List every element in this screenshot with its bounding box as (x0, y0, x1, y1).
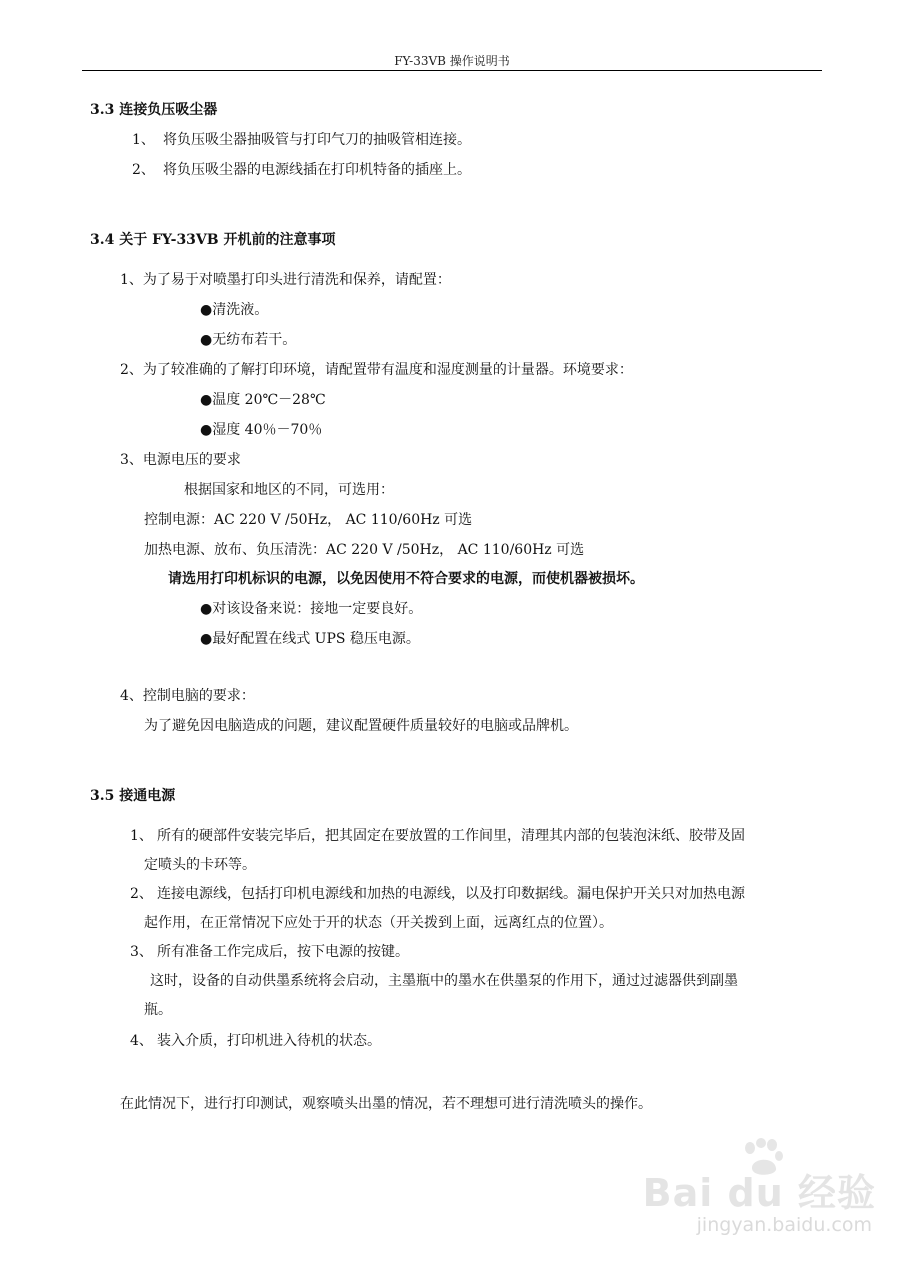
s34-item-2: 2、为了较准确的了解打印环境，请配置带有温度和湿度测量的计量器。环境要求： (120, 362, 633, 378)
s35-item-4-line-1: 装入介质，打印机进入待机的状态。 (157, 1033, 381, 1049)
s34-item-3-bullet-1: ●对该设备来说：接地一定要良好。 (200, 601, 423, 617)
s35-item-3-note-line-2: 瓶。 (144, 1002, 172, 1018)
s35-item-3-line-1: 所有准备工作完成后，按下电源的按键。 (157, 944, 409, 960)
s35-item-1-line-1: 所有的硬部件安装完毕后，把其固定在要放置的工作间里，清理其内部的包装泡沫纸、胶带及固 (157, 828, 745, 844)
s34-item-1-bullet-1: ●清洗液。 (200, 302, 269, 318)
page-header-title: FY-33VB 操作说明书 (394, 54, 510, 68)
s33-item-1-num: 1、 (132, 132, 155, 148)
s34-item-3-intro: 根据国家和地区的不同，可选用： (184, 482, 394, 498)
baidu-jingyan-watermark-logo: Bai du 经验 (642, 1171, 876, 1215)
s34-item-1: 1、为了易于对喷墨打印头进行清洗和保养，请配置： (120, 272, 451, 288)
s34-item-4: 4、控制电脑的要求： (120, 688, 255, 704)
s35-item-1-line-2: 定喷头的卡环等。 (144, 857, 256, 873)
section-3-4-heading: 3.4 关于 FY-33VB 开机前的注意事项 (90, 232, 336, 248)
watermark-url: jingyan.baidu.com (696, 1214, 872, 1236)
s35-item-3-num: 3、 (130, 944, 153, 960)
s34-item-1-bullet-2: ●无纺布若干。 (200, 332, 297, 348)
s34-item-3: 3、电源电压的要求 (120, 452, 241, 468)
s33-item-2-text: 将负压吸尘器的电源线插在打印机特备的插座上。 (163, 162, 471, 178)
header-rule (82, 70, 822, 71)
s35-item-3-note-line-1: 这时，设备的自动供墨系统将会启动，主墨瓶中的墨水在供墨泵的作用下，通过过滤器供到副墨 (150, 973, 738, 989)
s34-item-3-warning: 请选用打印机标识的电源，以免因使用不符合要求的电源，而使机器被损坏。 (168, 571, 644, 587)
s33-item-2-num: 2、 (132, 162, 155, 178)
s35-item-2-num: 2、 (130, 886, 153, 902)
s34-item-3-bullet-2: ●最好配置在线式 UPS 稳压电源。 (200, 631, 420, 647)
s35-item-2-line-1: 连接电源线，包括打印机电源线和加热的电源线，以及打印数据线。漏电保护开关只对加热电源 (157, 886, 745, 902)
s35-item-4-num: 4、 (130, 1033, 153, 1049)
s34-item-3-heating-power: 加热电源、放布、负压清洗：AC 220 V /50Hz， AC 110/60Hz 可选 (144, 542, 585, 558)
s34-item-3-control-power: 控制电源：AC 220 V /50Hz， AC 110/60Hz 可选 (144, 512, 473, 528)
s34-item-2-bullet-1: ●温度 20℃－28℃ (200, 392, 326, 408)
s33-item-1-text: 将负压吸尘器抽吸管与打印气刀的抽吸管相连接。 (163, 132, 471, 148)
s34-item-2-bullet-2: ●湿度 40％－70％ (200, 422, 323, 438)
s34-item-4-text: 为了避免因电脑造成的问题，建议配置硬件质量较好的电脑或品牌机。 (144, 718, 578, 734)
closing-paragraph: 在此情况下，进行打印测试，观察喷头出墨的情况，若不理想可进行清洗喷头的操作。 (120, 1096, 652, 1112)
section-3-5-heading: 3.5 接通电源 (90, 788, 176, 804)
s35-item-1-num: 1、 (130, 828, 153, 844)
section-3-3-heading: 3.3 连接负压吸尘器 (90, 102, 218, 118)
s35-item-2-line-2: 起作用，在正常情况下应处于开的状态（开关拨到上面，远离红点的位置）。 (144, 915, 613, 931)
